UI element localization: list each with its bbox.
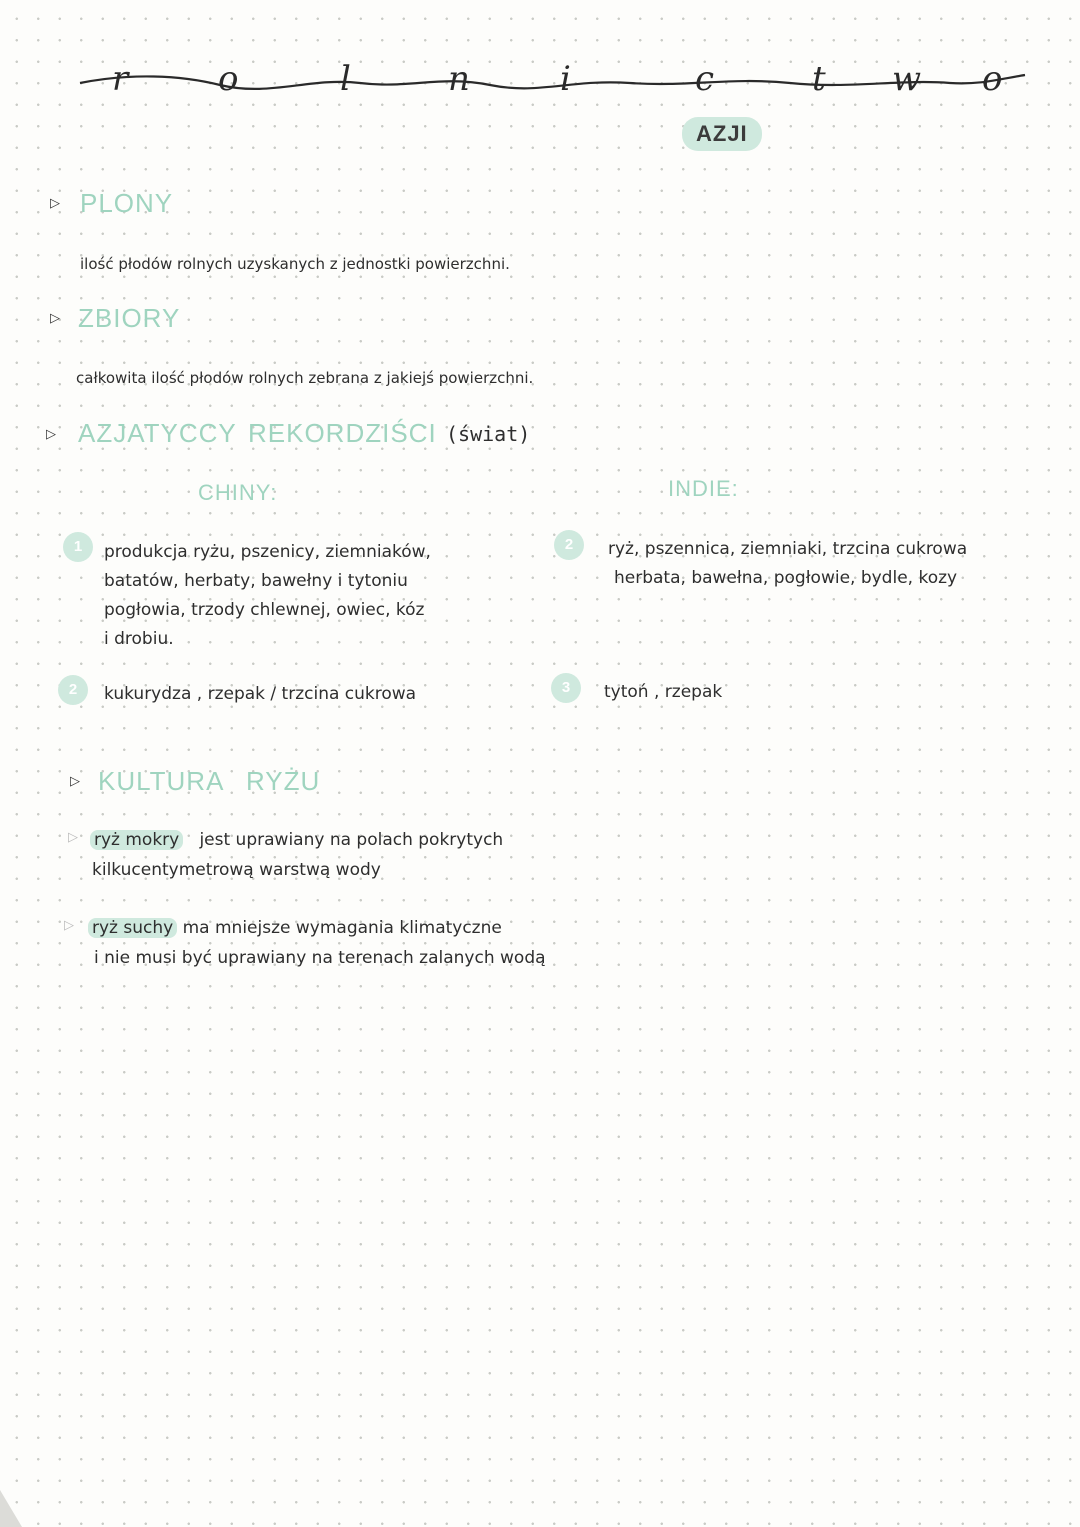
indie-item-2-line: herbata, bawełna, pogłowie, bydle, kozy — [614, 568, 958, 588]
label-chiny: CHINY: — [198, 480, 278, 505]
kultura-item-mokry-line2: kilkucentymetrową warstwą wody — [92, 860, 381, 880]
title-letter: n — [448, 59, 470, 99]
indie-item-3: tytoń , rzepak — [604, 682, 723, 702]
triangle-right-icon: ▷ — [70, 774, 80, 789]
number-badge: 2 — [554, 530, 584, 560]
title-letter: w — [892, 59, 922, 99]
heading-rekordzisci-b: REKORDZIŚCI — [248, 418, 437, 448]
triangle-right-icon: ▷ — [68, 830, 78, 845]
number-badge: 2 — [58, 675, 88, 705]
chiny-item-1-line: pogłowia, trzody chlewnej, owiec, kóz — [104, 600, 425, 620]
title-letter: i — [560, 59, 571, 99]
page-title — [70, 55, 1030, 115]
triangle-right-icon: ▷ — [50, 311, 60, 326]
chiny-item-1-line: i drobiu. — [104, 629, 174, 649]
title-badge: AZJI — [682, 117, 762, 151]
indie-item-2-line: ryż, pszennica, ziemniaki, trzcina cukrowa — [608, 539, 968, 559]
triangle-right-icon: ▷ — [64, 918, 74, 933]
heading-kultura-b: RYŻU — [246, 766, 321, 796]
title-letter: o — [218, 59, 239, 99]
kultura-item-suchy — [88, 914, 502, 943]
highlight-ryz-suchy: ryż suchy — [88, 918, 177, 938]
title-letter: r — [112, 59, 129, 99]
chiny-item-1-line: produkcja ryżu, pszenicy, ziemniaków, — [104, 542, 431, 562]
highlight-ryz-mokry: ryż mokry — [90, 830, 183, 850]
definition-plony: ilość płodów rolnych uzyskanych z jednostki powierzchni. — [80, 255, 510, 273]
title-letter: t — [812, 59, 826, 99]
heading-rekordzisci-paren: (świat) — [446, 422, 531, 446]
kultura-item-suchy-rest: ma mniejsze wymagania klimatyczne — [182, 918, 502, 938]
page-corner-shadow — [0, 1490, 22, 1527]
title-letter: l — [340, 59, 351, 99]
title-letter: c — [695, 59, 715, 99]
heading-plony: PLONY — [80, 188, 174, 218]
kultura-item-mokry-rest: jest uprawiany na polach pokrytych — [199, 830, 504, 850]
definition-zbiory: całkowita ilość płodów rolnych zebrana z jakiejś powierzchni. — [76, 369, 534, 387]
triangle-right-icon: ▷ — [46, 427, 56, 442]
kultura-item-suchy-line2: i nie musi być uprawiany na terenach zalanych wodą — [94, 948, 546, 968]
number-badge: 1 — [63, 532, 93, 562]
kultura-item-mokry — [90, 826, 503, 855]
chiny-item-2: kukurydza , rzepak / trzcina cukrowa — [104, 684, 417, 704]
heading-zbiory: ZBIORY — [78, 303, 181, 333]
triangle-right-icon: ▷ — [50, 196, 60, 211]
number-badge: 3 — [551, 673, 581, 703]
heading-kultura-a: KULTURA — [98, 766, 225, 796]
label-indie: INDIE: — [668, 476, 739, 501]
heading-rekordzisci-a: AZJATYCCY — [78, 418, 237, 448]
title-letter: o — [982, 59, 1003, 99]
chiny-item-1-line: batatów, herbaty, bawełny i tytoniu — [104, 571, 408, 591]
